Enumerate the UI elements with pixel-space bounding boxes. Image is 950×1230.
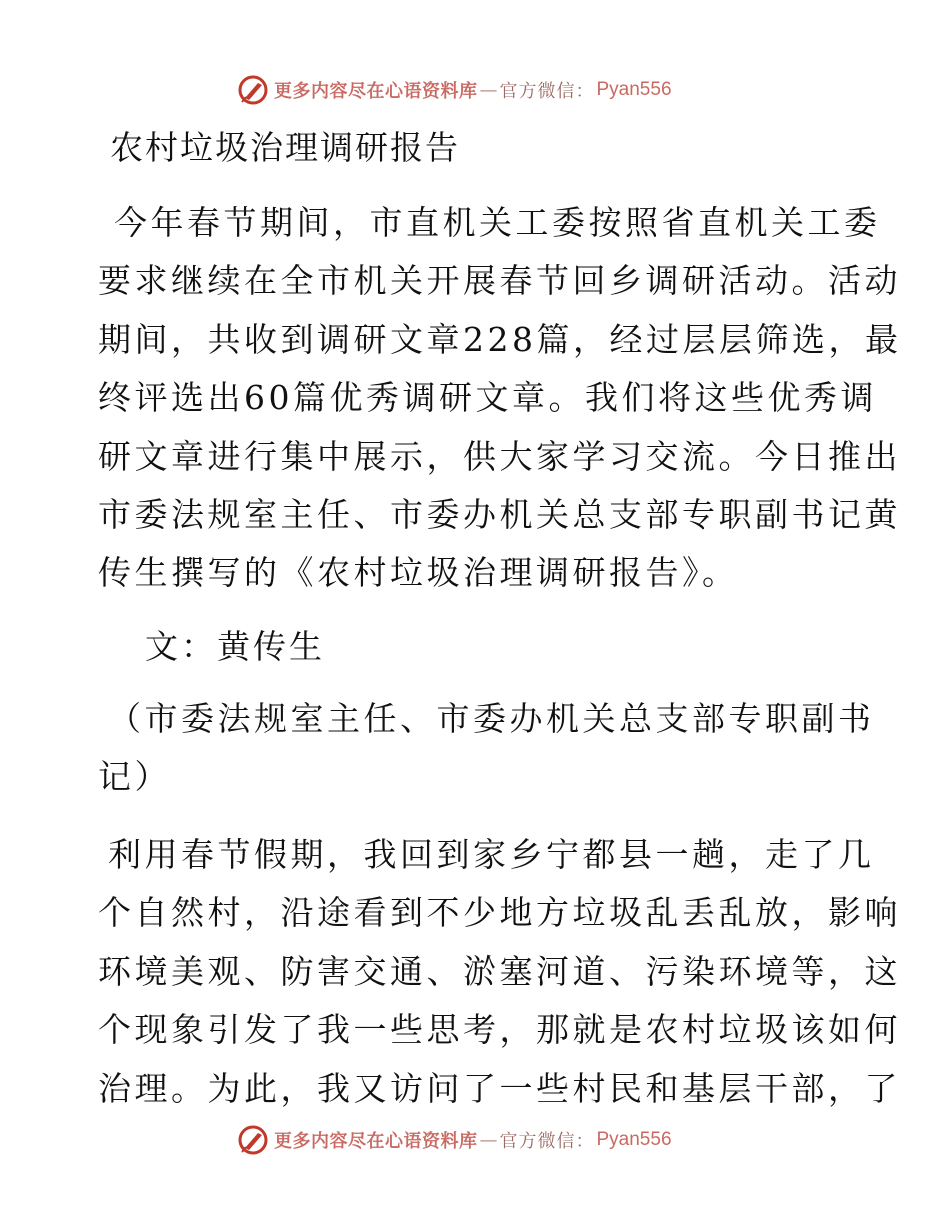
- intro-line: 要求继续在全市机关开展春节回乡调研活动。活动: [98, 261, 901, 301]
- watermark-text: 更多内容尽在心语资料库: [274, 1131, 478, 1152]
- body-line: 利用春节假期，我回到家乡宁都县一趟，走了几: [108, 835, 875, 874]
- quill-logo-icon: [236, 1123, 270, 1157]
- watermark-id: Pyan556: [596, 1129, 672, 1150]
- document-title: 农村垃圾治理调研报告: [110, 128, 460, 167]
- intro-line: 今年春节期间，市直机关工委按照省直机关工委: [114, 203, 881, 242]
- body-line: 个自然村，沿途看到不少地方垃圾乱丢乱放，影响: [98, 893, 901, 933]
- intro-line: 传生撰写的《农村垃圾治理调研报告》。: [98, 553, 739, 593]
- watermark-header: [236, 72, 672, 108]
- intro-line: 研文章进行集中展示，供大家学习交流。今日推出: [98, 436, 901, 476]
- body-line: 个现象引发了我一些思考，那就是农村垃圾该如何: [98, 1010, 901, 1050]
- intro-line: 市委法规室主任、市委办机关总支部专职副书记黄: [98, 495, 901, 535]
- watermark-text: 更多内容尽在心语资料库: [274, 81, 478, 102]
- author-position: [98, 690, 875, 807]
- body-line: 环境美观、防害交通、淤塞河道、污染环境等，这: [98, 951, 901, 991]
- watermark-official: 官方微信：: [499, 81, 595, 102]
- intro-line: 期间，共收到调研文章228篇，经过层层筛选，最: [98, 319, 902, 359]
- position-line: 记）: [98, 757, 171, 797]
- body-line: 治理。为此，我又访问了一些村民和基层干部，了: [98, 1068, 901, 1108]
- author-byline: 文：黄传生: [145, 627, 325, 666]
- watermark-official: 官方微信：: [499, 1131, 595, 1152]
- body-paragraph: [98, 826, 901, 1118]
- position-line: （市委法规室主任、市委办机关总支部专职副书: [108, 699, 875, 738]
- intro-paragraph: [98, 194, 902, 603]
- quill-logo-icon: [236, 73, 270, 107]
- watermark-id: Pyan556: [596, 79, 672, 100]
- intro-line: 终评选出60篇优秀调研文章。我们将这些优秀调: [98, 378, 877, 418]
- watermark-dash: —: [479, 79, 498, 101]
- watermark-footer: [236, 1122, 672, 1158]
- watermark-dash: —: [479, 1129, 498, 1151]
